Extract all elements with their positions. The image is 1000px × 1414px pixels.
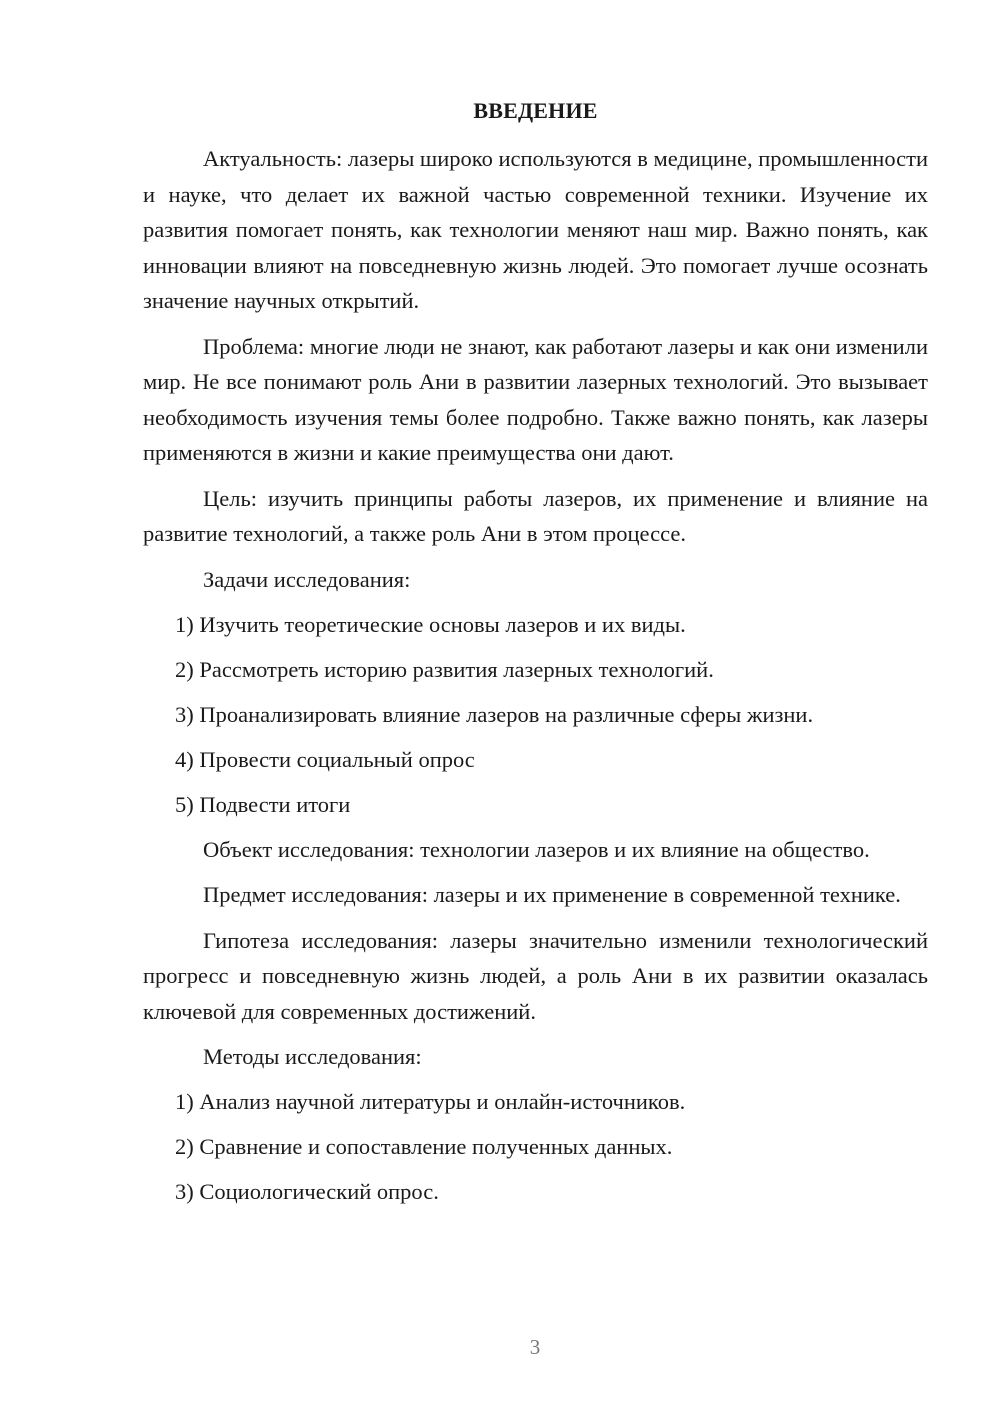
relevance-paragraph: Актуальность: лазеры широко используются в медицине, промышленности и науке, что делает их важной частью современной техники. Изучение их развития помогает понять, как технологии меняют наш мир. Важно понять, как инновации влияют на повседневную жизнь людей. Это помогает лучше осознать значение научных открытий. (143, 146, 929, 313)
section-title: ВВЕДЕНИЕ (473, 98, 598, 123)
methods-list (143, 1084, 928, 1210)
list-item: 5) Подвести итоги (175, 791, 351, 817)
subject-paragraph: Предмет исследования: лазеры и их применение в современной технике. (203, 882, 901, 907)
list-item: 1) Изучить теоретические основы лазеров и их виды. (175, 611, 686, 637)
list-item: 3) Проанализировать влияние лазеров на различные сферы жизни. (175, 701, 814, 727)
list-item: 2) Сравнение и сопоставление полученных данных. (175, 1134, 673, 1159)
document-page (143, 95, 928, 1219)
methods-label: Методы исследования: (203, 1044, 422, 1069)
object-paragraph: Объект исследования: технологии лазеров и их влияние на общество. (203, 836, 870, 862)
list-item: 1) Анализ научной литературы и онлайн-источников. (175, 1089, 686, 1114)
tasks-list (143, 607, 928, 823)
goal-paragraph: Цель: изучить принципы работы лазеров, их применение и влияние на развитие технологий, а также роль Ани в этом процессе. (143, 485, 928, 546)
list-item: 3) Социологический опрос. (175, 1179, 439, 1204)
tasks-label: Задачи исследования: (203, 566, 411, 592)
list-item: 2) Рассмотреть историю развития лазерных технологий. (175, 656, 714, 682)
problem-paragraph: Проблема: многие люди не знают, как работают лазеры и как они изменили мир. Не все понимают роль Ани в развитии лазерных технологий. Это вызывает необходимость изучения темы более подробно. Также важно понять, как лазеры применяются в жизни и какие преимущества они дают. (143, 333, 928, 465)
page-number: 3 (529, 1335, 541, 1359)
hypothesis-paragraph: Гипотеза исследования: лазеры значительно изменили технологический прогресс и повседневную жизнь людей, а роль Ани в их развитии оказалась ключевой для современных достижений. (143, 927, 928, 1024)
list-item: 4) Провести социальный опрос (175, 746, 475, 772)
